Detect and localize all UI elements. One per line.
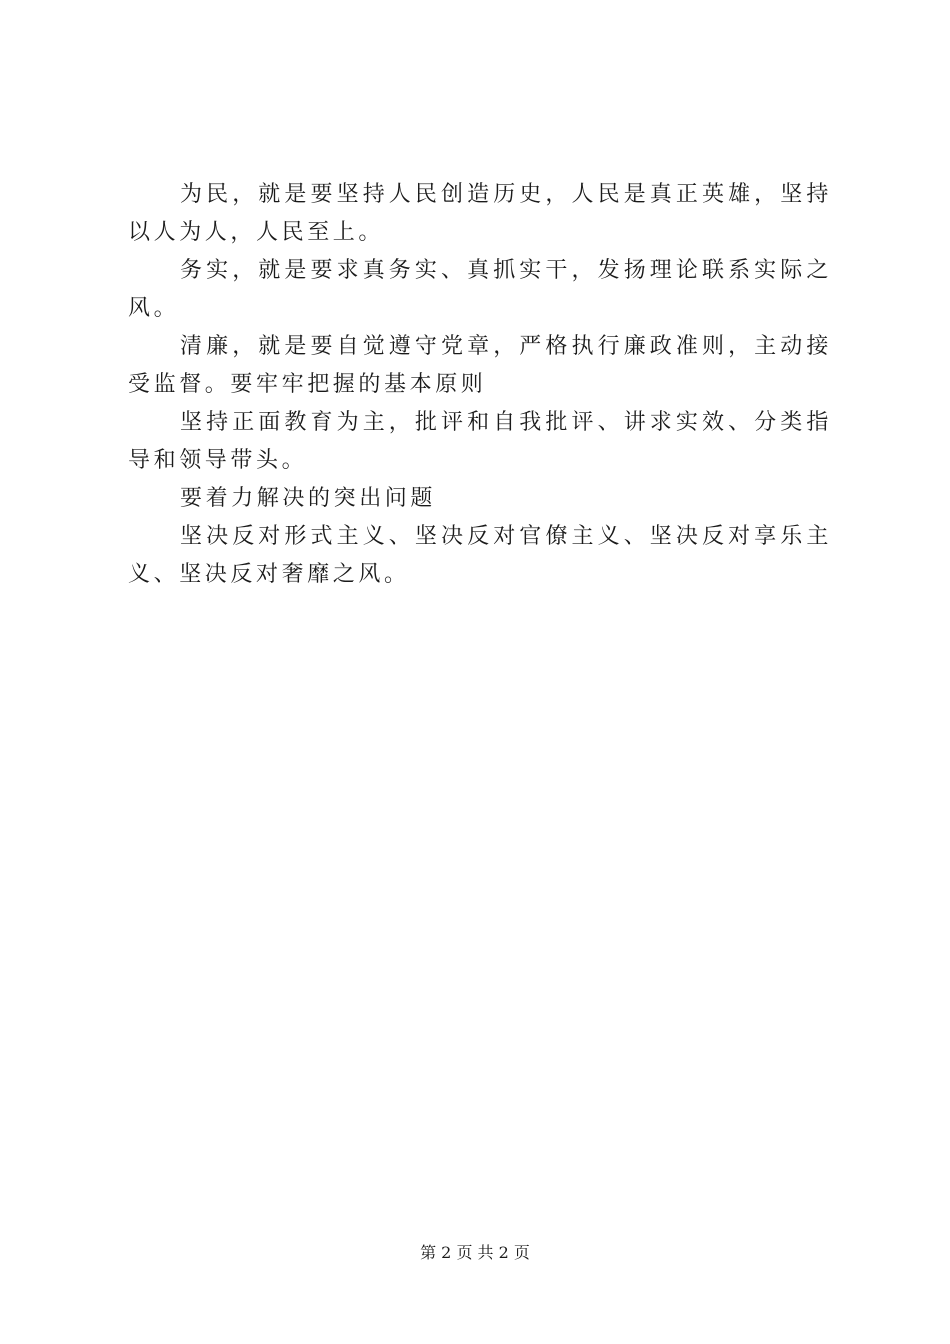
paragraph-principles: 坚持正面教育为主，批评和自我批评、讲求实效、分类指导和领导带头。	[128, 410, 832, 473]
paragraph-wushi: 务实，就是要求真务实、真抓实干，发扬理论联系实际之风。	[128, 258, 832, 321]
paragraph-weimin: 为民，就是要坚持人民创造历史，人民是真正英雄，坚持以人为人，人民至上。	[128, 182, 832, 245]
paragraph-qinglian: 清廉，就是要自觉遵守党章，严格执行廉政准则，主动接受监督。要牢牢把握的基本原则	[128, 334, 832, 397]
page-footer: 第 2 页 共 2 页	[420, 1243, 530, 1262]
paragraph-problems-heading: 要着力解决的突出问题	[180, 486, 437, 511]
paragraph-oppose: 坚决反对形式主义、坚决反对官僚主义、坚决反对享乐主义、坚决反对奢靡之风。	[128, 524, 832, 587]
document-body	[128, 176, 832, 594]
